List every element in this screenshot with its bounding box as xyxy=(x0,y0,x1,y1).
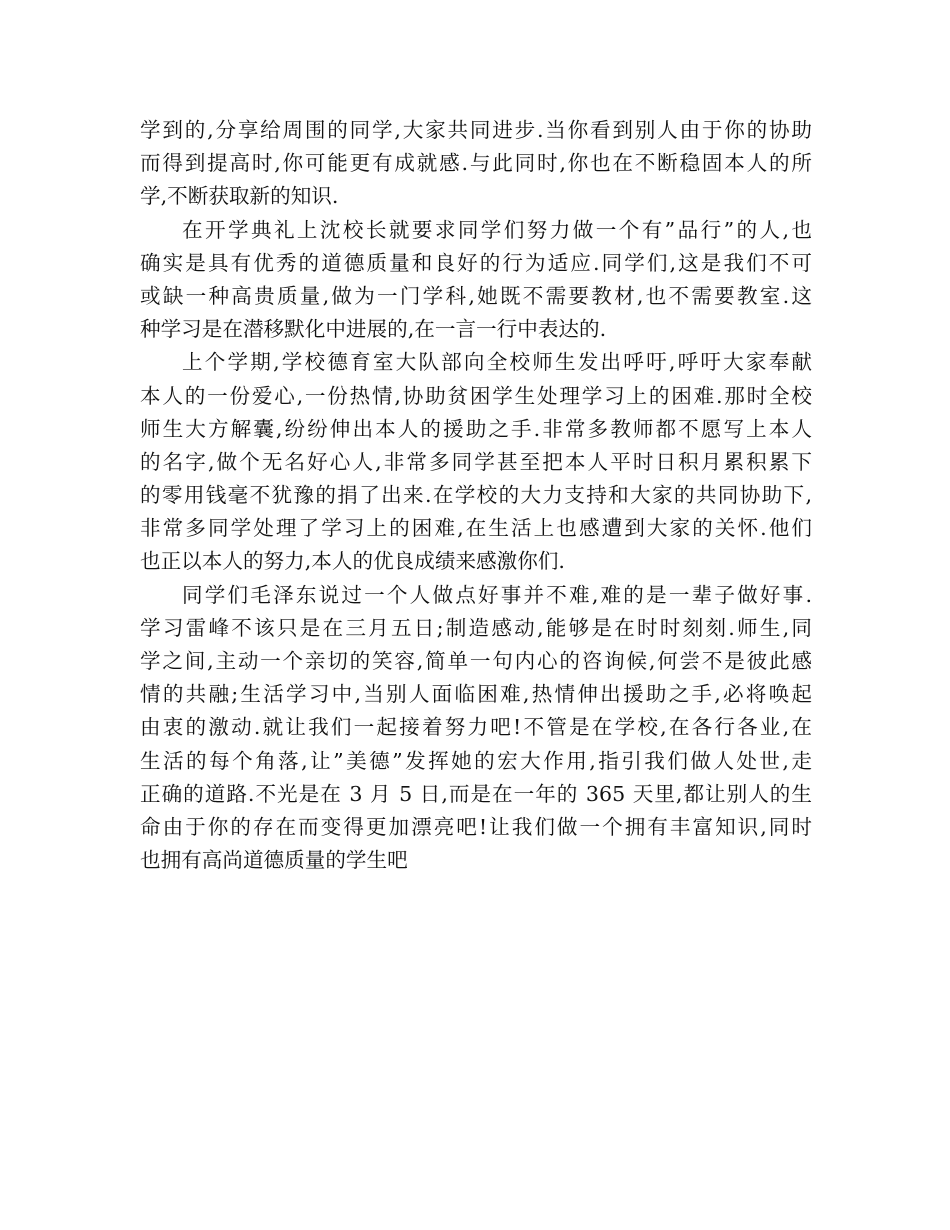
text-line: 同学们毛泽东说过一个人做点好事并不难,难的是一辈子做好事. xyxy=(182,582,812,607)
text-line: 命由于你的存在而变得更加漂亮吧!让我们做一个拥有丰富知识,同时 xyxy=(140,814,812,839)
text-line: 的零用钱毫不犹豫的捐了出来.在学校的大力支持和大家的共同协助下, xyxy=(140,483,812,508)
text-line: 的名字,做个无名好心人,非常多同学甚至把本人平时日积月累积累下 xyxy=(140,449,812,474)
text-line: 上个学期,学校德育室大队部向全校师生发出呼吁,呼吁大家奉献 xyxy=(182,350,812,375)
text-line: 情的共融;生活学习中,当别人面临困难,热情伸出援助之手,必将唤起 xyxy=(140,682,812,707)
text-line: 种学习是在潜移默化中进展的,在一言一行中表达的. xyxy=(140,317,607,342)
text-line: 师生大方解囊,纷纷伸出本人的援助之手.非常多教师都不愿写上本人 xyxy=(140,416,812,441)
text-line: 学习雷峰不该只是在三月五日;制造感动,能够是在时时刻刻.师生,同 xyxy=(140,615,812,640)
text-line: 也拥有高尚道德质量的学生吧 xyxy=(140,848,408,873)
text-line: 也正以本人的努力,本人的优良成绩来感激你们. xyxy=(140,549,565,574)
text-line: 生活的每个角落,让”美德”发挥她的宏大作用,指引我们做人处世,走 xyxy=(140,748,812,773)
text-line: 学之间,主动一个亲切的笑容,简单一句内心的咨询候,何尝不是彼此感 xyxy=(140,649,812,673)
text-line: 而得到提高时,你可能更有成就感.与此同时,你也在不断稳固本人的所 xyxy=(140,151,812,176)
text-line: 或缺一种高贵质量,做为一门学科,她既不需要教材,也不需要教室.这 xyxy=(140,283,812,308)
text-line: 正确的道路.不光是在 3 月 5 日,而是在一年的 365 天里,都让别人的生 xyxy=(140,781,812,806)
text-line: 学到的,分享给周围的同学,大家共同进步.当你看到别人由于你的协助 xyxy=(140,118,812,142)
text-line: 非常多同学处理了学习上的困难,在生活上也感遭到大家的关怀.他们 xyxy=(140,516,812,541)
body-text xyxy=(140,114,812,877)
text-line: 学,不断获取新的知识. xyxy=(140,184,339,209)
text-line: 确实是具有优秀的道德质量和良好的行为适应.同学们,这是我们不可 xyxy=(140,250,812,275)
text-line: 本人的一份爱心,一份热情,协助贫困学生处理学习上的困难.那时全校 xyxy=(140,383,812,408)
text-line: 在开学典礼上沈校长就要求同学们努力做一个有”品行”的人,也 xyxy=(182,217,812,242)
text-line: 由衷的激动.就让我们一起接着努力吧!不管是在学校,在各行各业,在 xyxy=(140,715,812,740)
